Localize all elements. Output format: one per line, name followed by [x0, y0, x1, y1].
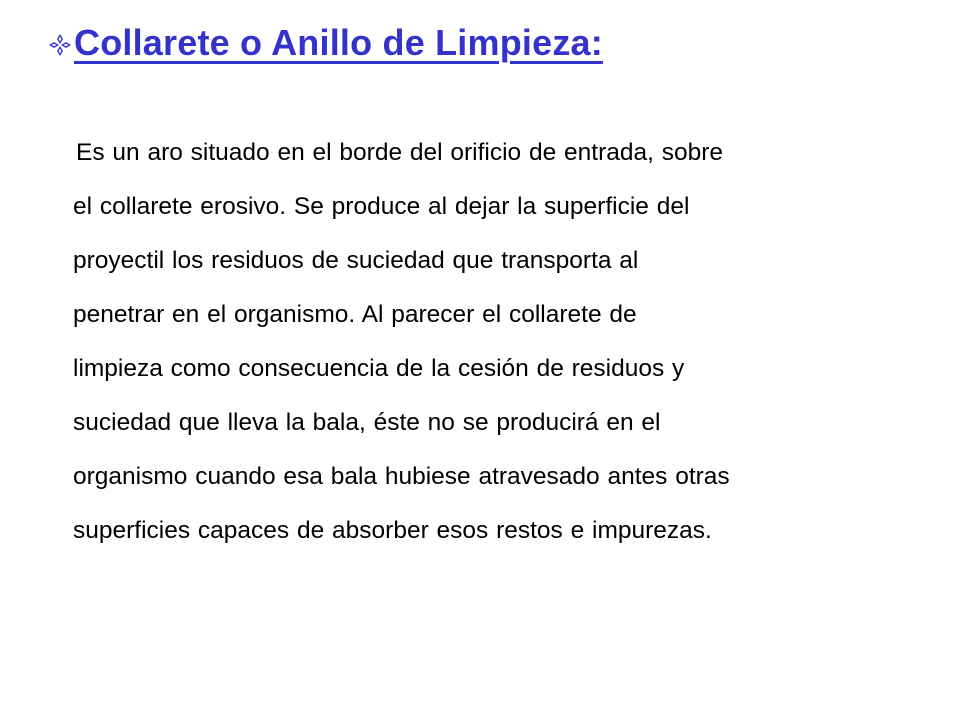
slide-title: Collarete o Anillo de Limpieza: [74, 22, 603, 63]
diamond-bullet-icon [48, 33, 72, 57]
body-paragraph [73, 126, 933, 558]
body-line: suciedad que lleva la bala, éste no se producirá en el [73, 409, 661, 436]
body-line: penetrar en el organismo. Al parecer el collarete de [73, 301, 637, 328]
body-line: el collarete erosivo. Se produce al dejar la superficie del [73, 193, 690, 220]
title-row [48, 22, 603, 64]
body-line: limpieza como consecuencia de la cesión de residuos y [73, 355, 685, 382]
body-line: Es un aro situado en el borde del orificio de entrada, sobre [76, 139, 724, 166]
body-line: organismo cuando esa bala hubiese atravesado antes otras [73, 463, 730, 490]
body-line: superficies capaces de absorber esos restos e impurezas. [73, 517, 712, 544]
body-line: proyectil los residuos de suciedad que transporta al [73, 247, 639, 274]
